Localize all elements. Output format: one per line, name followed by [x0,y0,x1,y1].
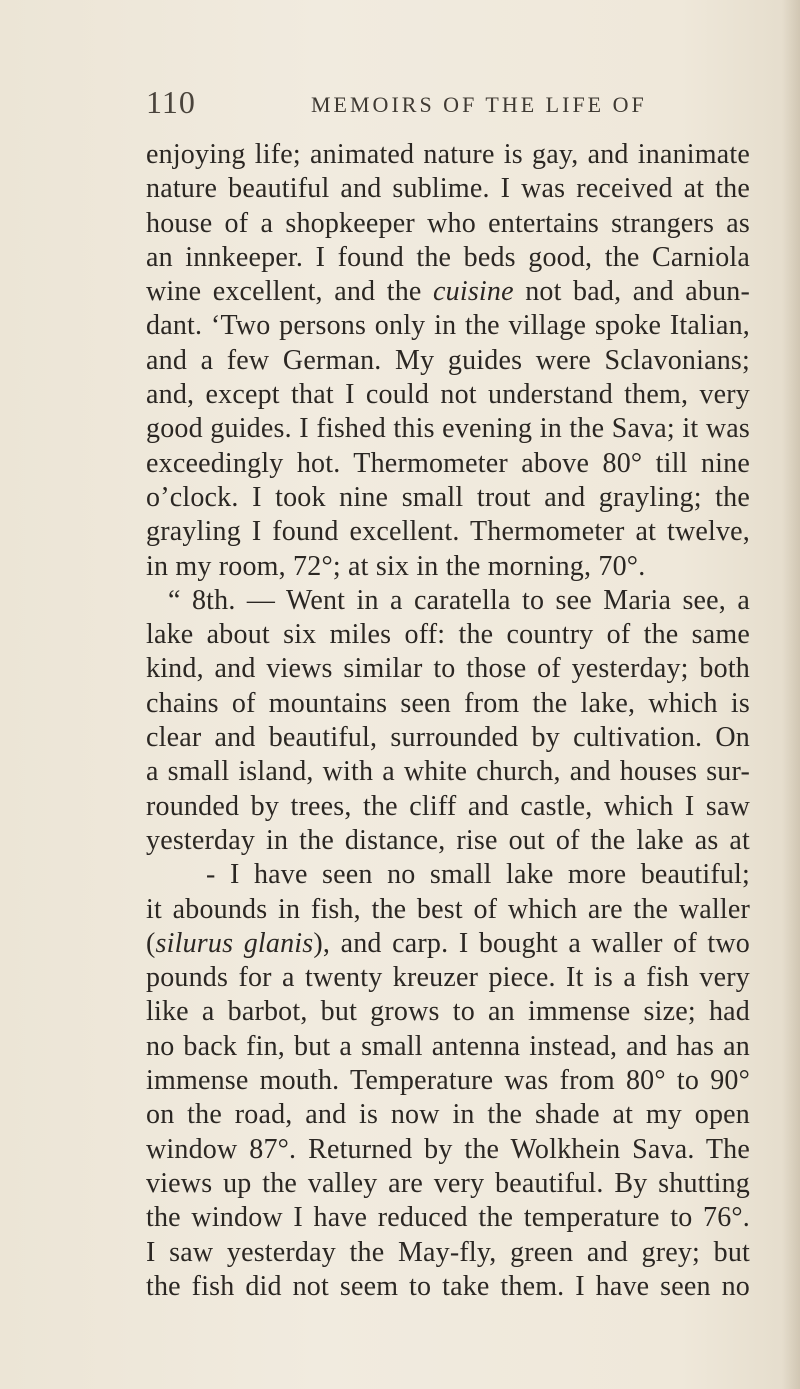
text-line: enjoying life; animated nature is gay, and inanimate [146,139,750,170]
text-line: a small island, with a white church, and houses sur- [146,756,750,788]
text-line: no back fin, but a small antenna instead, and has an [146,1030,750,1062]
text-line: exceedingly hot. Thermometer above 80° till nine [146,447,750,479]
running-head: MEMOIRS OF THE LIFE OF [311,92,647,117]
page-edge-shadow [782,0,800,1389]
text-line: and, except that I could not understand them, very [146,379,750,411]
text-line: house of a shopkeeper who entertains strangers as [146,207,750,239]
italic-species-name: silurus glanis [155,927,314,959]
text-line: o’clock. I took nine small trout and grayling; the [146,481,750,513]
text-line: kind, and views similar to those of yesterday; both [146,653,750,685]
page-header [146,84,740,124]
page-number: 110 [146,84,196,120]
text-line: an innkeeper. I found the beds good, the Carniola [146,241,750,273]
text-segment: ( [146,927,156,959]
text-line: on the road, and is now in the shade at my open [146,1099,750,1131]
text-line: “ 8th. — Went in a caratella to see Maria see, a [168,584,750,616]
text-line: immense mouth. Temperature was from 80° to 90° [146,1065,750,1097]
text-line: lake about six miles off: the country of the same [146,619,750,651]
text-line: rounded by trees, the cliff and castle, which I saw [146,790,750,822]
text-line: good guides. I fished this evening in the Sava; it was [146,413,750,445]
text-line: in my room, 72°; at six in the morning, 70°. [146,550,646,582]
text-line: the window I have reduced the temperature to 76°. [146,1202,750,1234]
text-line: views up the valley are very beautiful. By shutting [146,1167,750,1199]
text-line: yesterday in the distance, rise out of the lake as at [146,824,750,856]
text-line: grayling I found excellent. Thermometer at twelve, [146,516,750,548]
text-line: dant. ‘Two persons only in the village spoke Italian, [146,310,750,342]
text-segment: not bad, and abun- [513,276,751,308]
text-line [146,927,750,961]
text-line: like a barbot, but grows to an immense size; had [146,996,750,1028]
text-segment: wine excellent, and the [146,276,422,308]
text-line: pounds for a twenty kreuzer piece. It is a fish very [146,962,750,994]
text-line: and a few German. My guides were Sclavonians; [146,344,750,376]
text-line: it abounds in fish, the best of which are the waller [146,893,750,925]
text-segment: ), and carp. I bought a waller of two [313,927,750,959]
text-line: window 87°. Returned by the Wolkhein Sava. The [146,1133,750,1165]
italic-word: cuisine [433,276,514,308]
text-line: I saw yesterday the May-fly, green and grey; but [146,1236,750,1268]
text-line: clear and beautiful, surrounded by cultivation. On [146,722,750,754]
text-line: the fish did not seem to take them. I have seen no [146,1270,750,1302]
text-line: nature beautiful and sublime. I was received at the [146,173,750,205]
text-line [146,275,750,309]
text-line: - I have seen no small lake more beautiful; [206,859,750,891]
text-line: chains of mountains seen from the lake, which is [146,687,750,719]
body-text [146,138,750,1304]
